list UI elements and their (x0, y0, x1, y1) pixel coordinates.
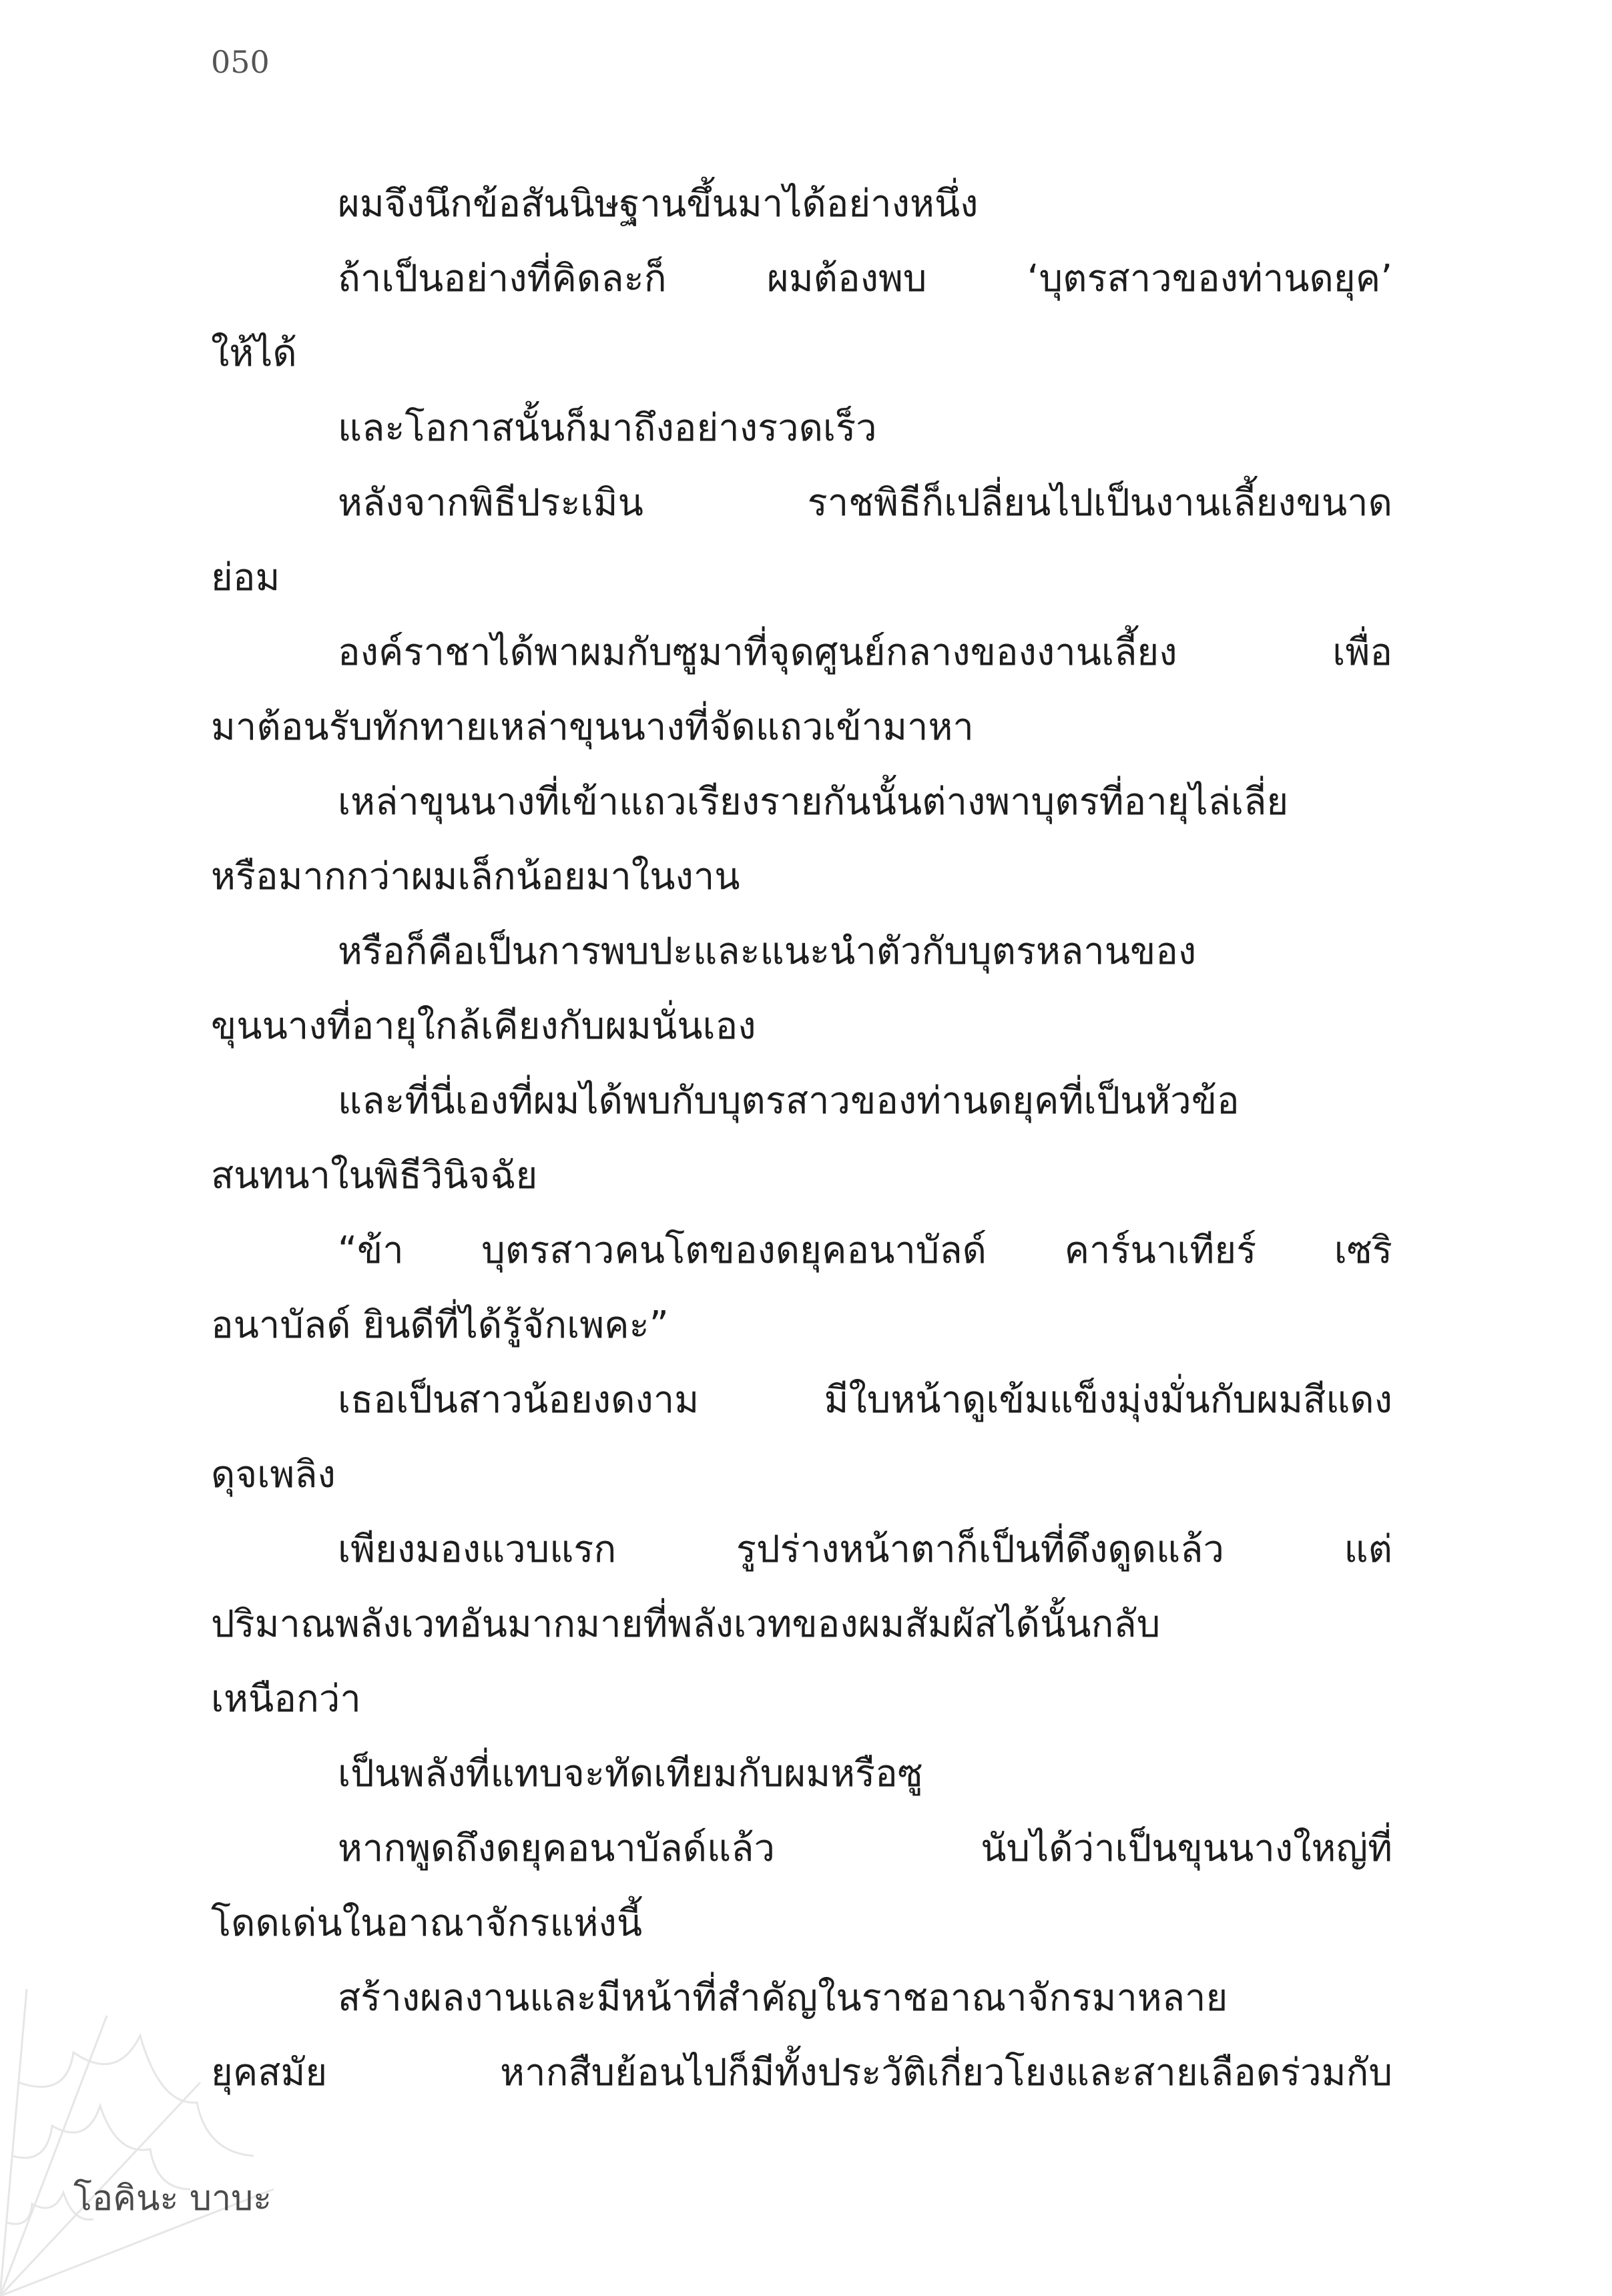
text-line: ยุคสมัย หากสืบย้อนไปก็มีทั้งประวัติเกี่ยวโยงและสายเลือดร่วมกับ (211, 2051, 1392, 2094)
text-line: สร้างผลงานและมีหน้าที่สำคัญในราชอาณาจักรมาหลาย (338, 1976, 1228, 2020)
text-line: มาต้อนรับทักทายเหล่าขุนนางที่จัดแถวเข้ามาหา (211, 705, 974, 749)
text-line: เพียงมองแวบแรก รูปร่างหน้าตาก็เป็นที่ดึงดูดแล้ว แต่ (338, 1528, 1392, 1571)
text-line: สนทนาในพิธีวินิจฉัย (211, 1154, 538, 1197)
text-line: เป็นพลังที่แทบจะทัดเทียมกับผมหรือซู (338, 1752, 923, 1795)
text-line: ถ้าเป็นอย่างที่คิดละก็ ผมต้องพบ ‘บุตรสาวของท่านดยุค’ (338, 257, 1392, 300)
text-line: เหนือกว่า (211, 1677, 361, 1721)
author-name: โอคินะ บาบะ (73, 2179, 272, 2219)
text-line: เหล่าขุนนางที่เข้าแถวเรียงรายกันนั้นต่างพาบุตรที่อายุไล่เลี่ย (338, 780, 1289, 824)
page-number: 050 (211, 44, 270, 80)
text-line: อนาบัลด์ ยินดีที่ได้รู้จักเพคะ” (211, 1304, 669, 1347)
text-line: และโอกาสนั้นก็มาถึงอย่างรวดเร็ว (338, 406, 877, 450)
text-line: ย่อม (211, 556, 280, 599)
text-line: หรือก็คือเป็นการพบปะและแนะนำตัวกับบุตรหลานของ (338, 930, 1197, 973)
text-line: ปริมาณพลังเวทอันมากมายที่พลังเวทของผมสัมผัสได้นั้นกลับ (211, 1603, 1161, 1646)
text-line: เธอเป็นสาวน้อยงดงาม มีใบหน้าดูเข้มแข็งมุ่งมั่นกับผมสีแดง (338, 1378, 1392, 1422)
text-line: หลังจากพิธีประเมิน ราชพิธีก็เปลี่ยนไปเป็นงานเลี้ยงขนาด (338, 481, 1392, 525)
text-line: ให้ได้ (211, 332, 297, 375)
text-line: ดุจเพลิง (211, 1453, 336, 1496)
text-line: และที่นี่เองที่ผมได้พบกับบุตรสาวของท่านดยุคที่เป็นหัวข้อ (338, 1079, 1240, 1123)
text-line: ผมจึงนึกข้อสันนิษฐานขึ้นมาได้อย่างหนึ่ง (338, 182, 979, 226)
text-line: หากพูดถึงดยุคอนาบัลด์แล้ว นับได้ว่าเป็นขุนนางใหญ่ที่ (338, 1827, 1392, 1870)
text-line: โดดเด่นในอาณาจักรแห่งนี้ (211, 1902, 643, 1945)
text-line: องค์ราชาได้พาผมกับซูมาที่จุดศูนย์กลางของงานเลี้ยง เพื่อ (338, 631, 1392, 674)
text-line: ขุนนางที่อายุใกล้เคียงกับผมนั่นเอง (211, 1005, 756, 1048)
body-text (211, 167, 1392, 2110)
text-line: หรือมากกว่าผมเล็กน้อยมาในงาน (211, 855, 740, 898)
text-line: “ข้า บุตรสาวคนโตของดยุคอนาบัลด์ คาร์นาเทียร์ เซริ (338, 1229, 1392, 1272)
spider-web-decoration (0, 1989, 280, 2296)
